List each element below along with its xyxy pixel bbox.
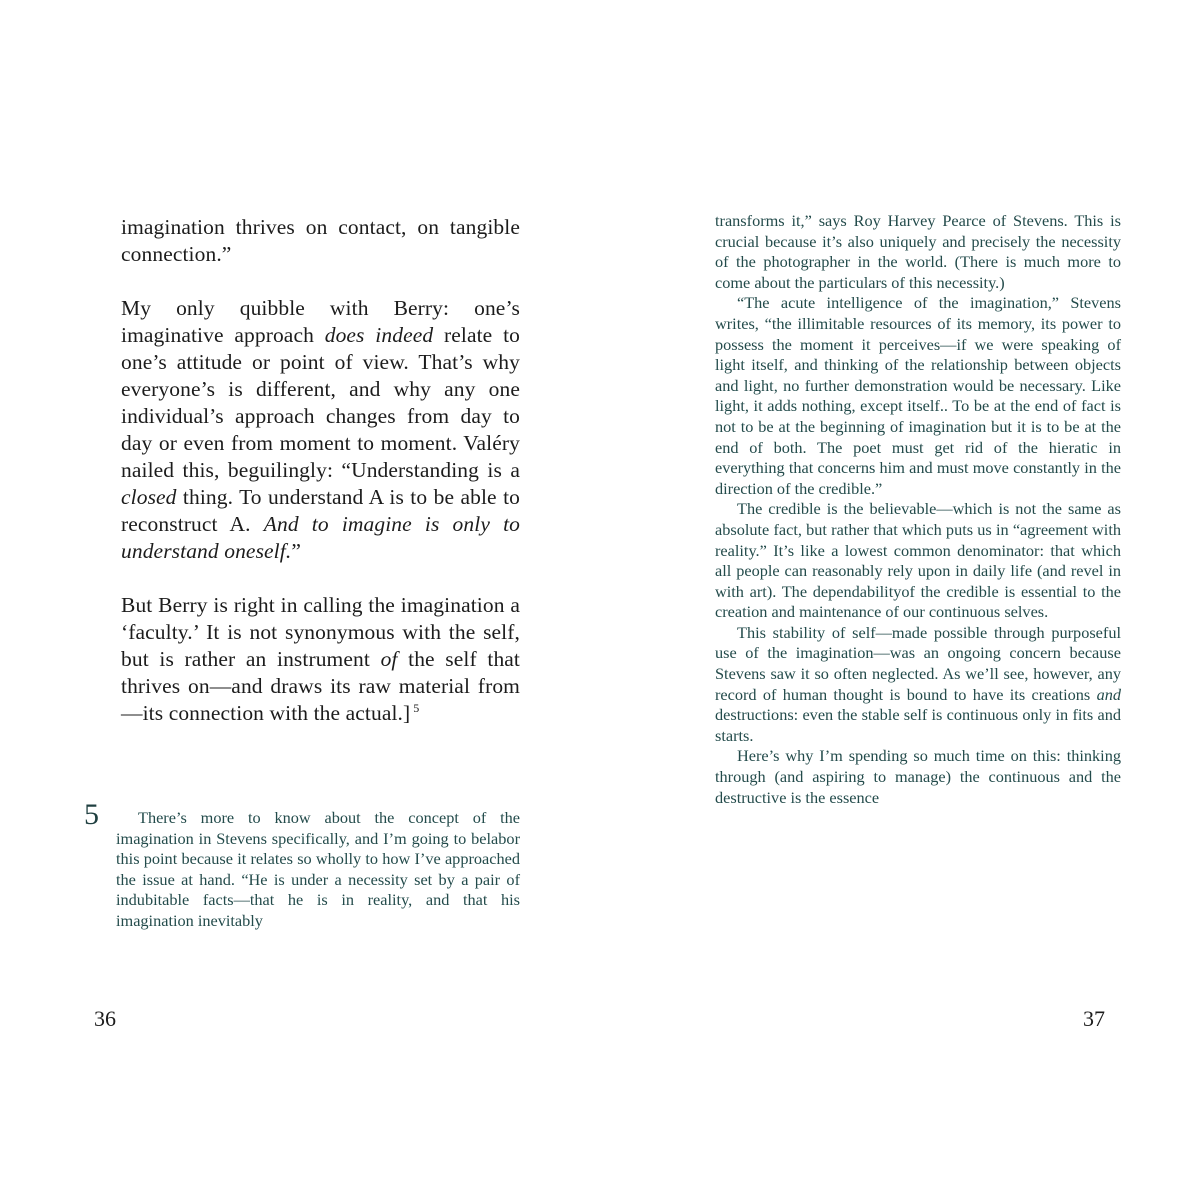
paragraph: My only quibble with Berry: one’s imaginative approach does indeed relate to one’s attitude or point of view. That’s why everyone’s is different, and why any one individual’s approach changes from day to day or even from moment to moment. Valéry nailed this, beguilingly: “Understanding is a closed thing. To understand A is to be able to reconstruct A. And to imagine is only to understand oneself.” xyxy=(121,296,520,563)
page-number: 37 xyxy=(1083,1006,1105,1031)
right-page-body xyxy=(715,211,1121,808)
emphasis: and xyxy=(1096,684,1121,704)
left-page-body xyxy=(121,214,520,727)
footnote-text: There’s more to know about the concept of the imagination in Stevens specifically, and I’m going to belabor this point because it relates so wholly to how I’ve approached the issue at hand. “He is under a necessity set by a pair of indubitable facts—that he is in reality, and that his imagination inevitably xyxy=(116,808,520,930)
paragraph: Here’s why I’m spending so much time on this: thinking through (and aspiring to manage) the continuous and the destructive is the essence xyxy=(715,746,1121,807)
paragraph: transforms it,” says Roy Harvey Pearce of Stevens. This is crucial because it’s also uniquely and precisely the necessity of the photographer in the world. (There is much more to come about the particulars of this necessity.) xyxy=(715,211,1121,292)
emphasis: And to imagine is only to understand oneself. xyxy=(121,512,520,563)
emphasis: of xyxy=(380,647,398,671)
emphasis: does indeed xyxy=(324,323,434,347)
paragraph: The credible is the believable—which is not the same as absolute fact, but rather that which puts us in “agreement with reality.” It’s like a lowest common denominator: that which all people can reasonably rely upon in daily life (and revel in with art). The dependabilityof the credible is essential to the creation and maintenance of our continuous selves. xyxy=(715,499,1121,622)
footnote-number: 5 xyxy=(84,798,99,831)
footnote-reference[interactable]: 5 xyxy=(413,701,420,715)
paragraph: “The acute intelligence of the imagination,” Stevens writes, “the illimitable resources of its memory, its power to possess the moment it perceives—if we were speaking of light itself, and thinking of the relationship between objects and light, no further demonstration would be necessary. Like light, it adds nothing, except itself.. To be at the end of fact is not to be at the beginning of imagination but it is to be at the end of both. The poet must get rid of the hieratic in everything that concerns him and must move constantly in the direction of the credible.” xyxy=(715,293,1121,498)
paragraph: This stability of self—made possible through purposeful use of the imagination—was an ongoing concern because Stevens saw it so often neglected. As we’ll see, however, any record of human thought is bound to have its creations and destructions: even the stable self is continuous only in fits and starts. xyxy=(715,622,1121,745)
emphasis: closed xyxy=(121,485,177,509)
paragraph: But Berry is right in calling the imagination a ‘faculty.’ It is not synonymous with the self, but is rather an instrument of the self that thrives on—and draws its raw material from—its connection with the actual.] $^5$ xyxy=(121,593,521,725)
paragraph: imagination thrives on contact, on tangible connection.” xyxy=(121,215,520,266)
page-number: 36 xyxy=(94,1006,116,1031)
